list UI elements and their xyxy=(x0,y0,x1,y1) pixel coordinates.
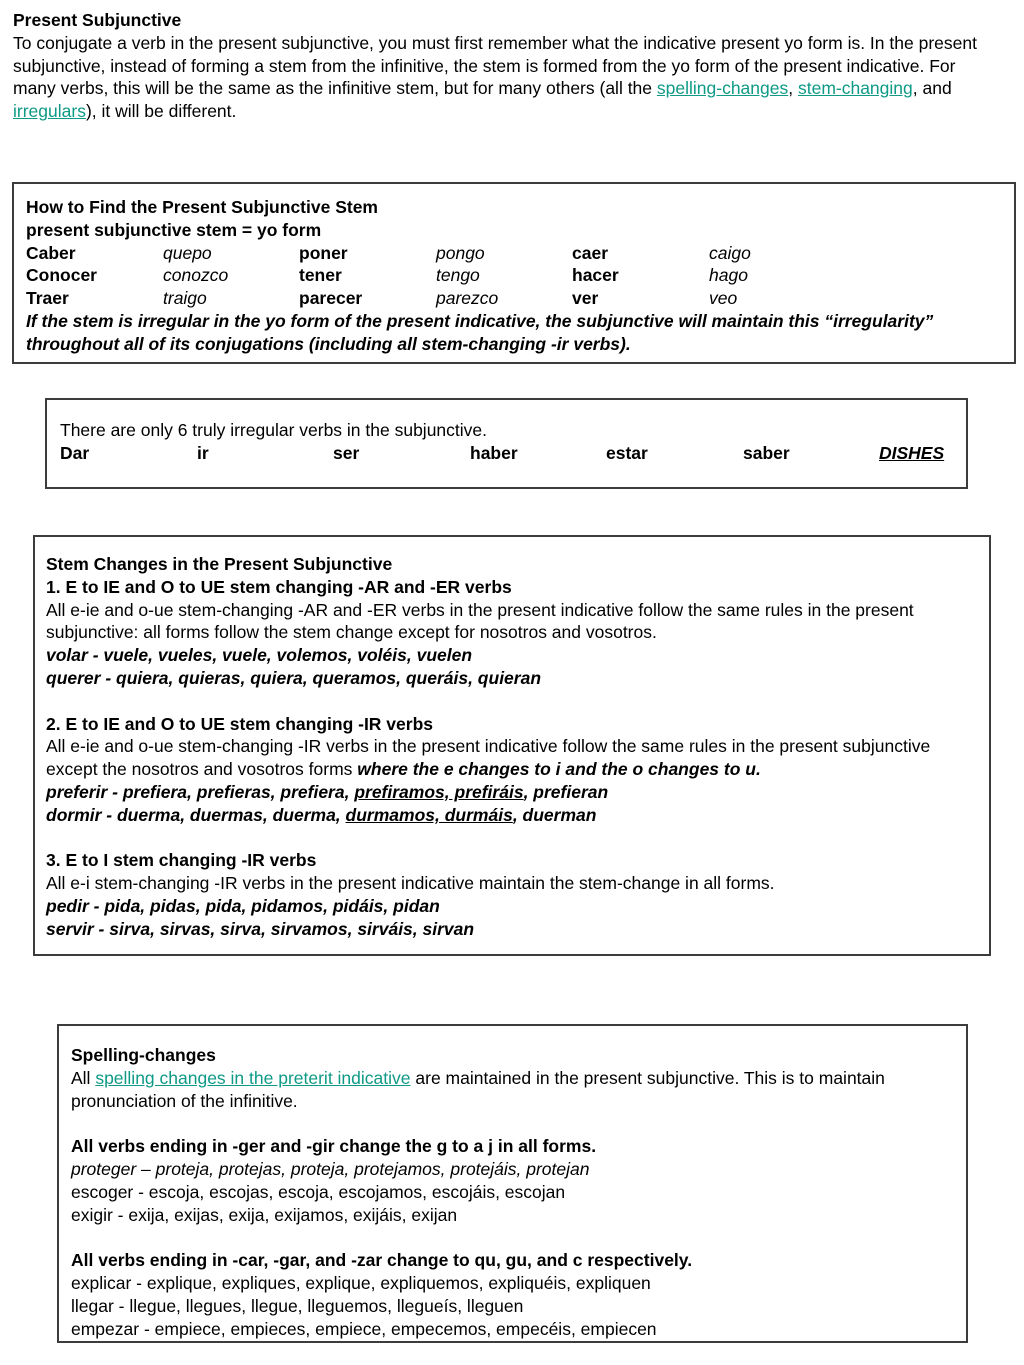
stem-cell: quepo xyxy=(163,242,212,263)
dishes-mnemonic: DISHES xyxy=(879,442,945,463)
section-1-example: volar - vuele, vueles, vuele, volemos, voléis, vuelen xyxy=(46,645,473,666)
section-2-text xyxy=(46,735,986,781)
preterit-spelling-link[interactable]: spelling changes in the preterit indicative xyxy=(95,1067,411,1088)
stem-changes-box xyxy=(33,535,991,956)
intro-sep1: , xyxy=(788,78,798,99)
stem-cell: tengo xyxy=(436,265,480,286)
stem-cell: parezco xyxy=(436,288,499,309)
stem-cell: pongo xyxy=(436,242,485,263)
spelling-text: All xyxy=(71,1067,96,1088)
irregular-verb: saber xyxy=(743,442,790,463)
section-1-title: 1. E to IE and O to UE stem changing -AR and -ER verbs xyxy=(46,576,512,597)
stem-cell: Caber xyxy=(26,242,76,263)
spelling-text: are maintained in the present subjunctive. This is to maintain pronunciation of the infinitive. xyxy=(71,1067,885,1111)
stem-cell: hago xyxy=(709,265,748,286)
irregular-verb: ir xyxy=(197,442,209,463)
irregular-intro: There are only 6 truly irregular verbs in the subjunctive. xyxy=(60,420,488,440)
car-gar-zar-rule: All verbs ending in -car, -gar, and -zar change to qu, gu, and c respectively. xyxy=(71,1250,693,1271)
stem-cell: hacer xyxy=(572,265,619,286)
stem-cell: ver xyxy=(572,288,599,309)
ger-gir-example: proteger – proteja, protejas, proteja, protejamos, protejáis, protejan xyxy=(71,1158,590,1179)
irregular-verb: haber xyxy=(470,442,518,463)
section-2-example xyxy=(46,804,986,827)
section-3-example: servir - sirva, sirvas, sirva, sirvamos, sirváis, sirvan xyxy=(46,918,475,939)
irregular-verbs-box xyxy=(45,398,968,489)
stem-cell: tener xyxy=(299,265,342,286)
example-part: dormir - duerma, duermas, duerma, xyxy=(46,804,346,825)
intro-sep2: , and xyxy=(912,78,952,99)
example-part: , prefieran xyxy=(523,781,609,802)
stem-cell: caer xyxy=(572,242,609,263)
example-part: preferir - prefiera, prefieras, prefiera, xyxy=(46,781,355,802)
section-3-title: 3. E to I stem changing -IR verbs xyxy=(46,850,317,871)
intro-section xyxy=(13,9,1003,123)
intro-end: ), it will be different. xyxy=(85,101,237,122)
stem-cell: Traer xyxy=(26,288,69,309)
stem-changes-title: Stem Changes in the Present Subjunctive xyxy=(46,554,393,574)
page-title: Present Subjunctive xyxy=(13,10,182,30)
stem-cell: parecer xyxy=(299,288,363,309)
stem-formula: present subjunctive stem = yo form xyxy=(26,219,322,240)
irregular-verb: Dar xyxy=(60,442,90,463)
ger-gir-example: exigir - exija, exijas, exija, exijamos, exijáis, exijan xyxy=(71,1204,458,1225)
stem-cell: poner xyxy=(299,242,348,263)
irregular-verb: estar xyxy=(606,442,648,463)
stem-cell: traigo xyxy=(163,288,207,309)
example-part: , duerman xyxy=(512,804,597,825)
ger-gir-rule: All verbs ending in -ger and -gir change the g to a j in all forms. xyxy=(71,1136,597,1157)
stem-cell: Conocer xyxy=(26,265,97,286)
section-2-title: 2. E to IE and O to UE stem changing -IR verbs xyxy=(46,713,434,734)
section-1-example: querer - quiera, quieras, quiera, queramos, queráis, quieran xyxy=(46,667,542,688)
stem-cell: caigo xyxy=(709,242,751,263)
car-gar-zar-example: empezar - empiece, empieces, empiece, empecemos, empecéis, empiecen xyxy=(71,1318,657,1339)
stem-box-title: How to Find the Present Subjunctive Stem xyxy=(26,197,378,217)
stem-changing-link[interactable]: stem-changing xyxy=(797,78,913,99)
section-3-text: All e-i stem-changing -IR verbs in the present indicative maintain the stem-change in all forms. xyxy=(46,873,775,894)
intro-text: To conjugate a verb in the present subjunctive, you must first remember what the indicative present yo form is. In the present subjunctive, instead of forming a stem from the infinitive, the stem is formed from the yo form of the present indicative. For many verbs, this will be the same as the infinitive stem, but for many others (all the xyxy=(13,32,977,99)
ger-gir-example: escoger - escoja, escojas, escoja, escojamos, escojáis, escojan xyxy=(71,1181,566,1202)
section-1-text: All e-ie and o-ue stem-changing -AR and -ER verbs in the present indicative follow the same rules in the present subjunctive: all forms follow the stem change except for nosotros and vosotros. xyxy=(46,599,914,643)
stem-note: If the stem is irregular in the yo form of the present indicative, the subjunctive will maintain this “irregularity” throughout all of its conjugations (including all stem-changing -ir verbs). xyxy=(26,310,934,354)
section-2-example xyxy=(46,781,986,804)
spelling-intro xyxy=(71,1067,956,1113)
spelling-title: Spelling-changes xyxy=(71,1045,216,1065)
example-underlined: prefiramos, prefiráis xyxy=(354,781,524,802)
irregular-verb-row xyxy=(60,442,955,465)
stem-box xyxy=(12,182,1016,364)
stem-cell: conozco xyxy=(163,265,229,286)
section-2-emphasis: where the e changes to i and the o changes to u. xyxy=(357,759,761,780)
spelling-changes-box xyxy=(57,1024,968,1343)
stem-cell: veo xyxy=(709,288,738,309)
stem-row xyxy=(26,264,1011,287)
car-gar-zar-example: explicar - explique, expliques, explique, expliquemos, expliquéis, expliquen xyxy=(71,1272,651,1293)
spelling-changes-link[interactable]: spelling-changes xyxy=(656,78,789,99)
irregular-verb: ser xyxy=(333,442,360,463)
irregulars-link[interactable]: irregulars xyxy=(13,101,86,122)
car-gar-zar-example: llegar - llegue, llegues, llegue, lleguemos, llegueís, lleguen xyxy=(71,1295,524,1316)
example-underlined: durmamos, durmáis xyxy=(345,804,513,825)
section-3-example: pedir - pida, pidas, pida, pidamos, pidáis, pidan xyxy=(46,895,440,916)
stem-row xyxy=(26,242,1011,265)
stem-row xyxy=(26,287,1011,310)
section-2-text-plain: All e-ie and o-ue stem-changing -IR verbs in the present indicative follow the same rules in the present subjunctive except the nosotros and vosotros forms xyxy=(46,736,931,780)
intro-paragraph xyxy=(13,32,1003,123)
